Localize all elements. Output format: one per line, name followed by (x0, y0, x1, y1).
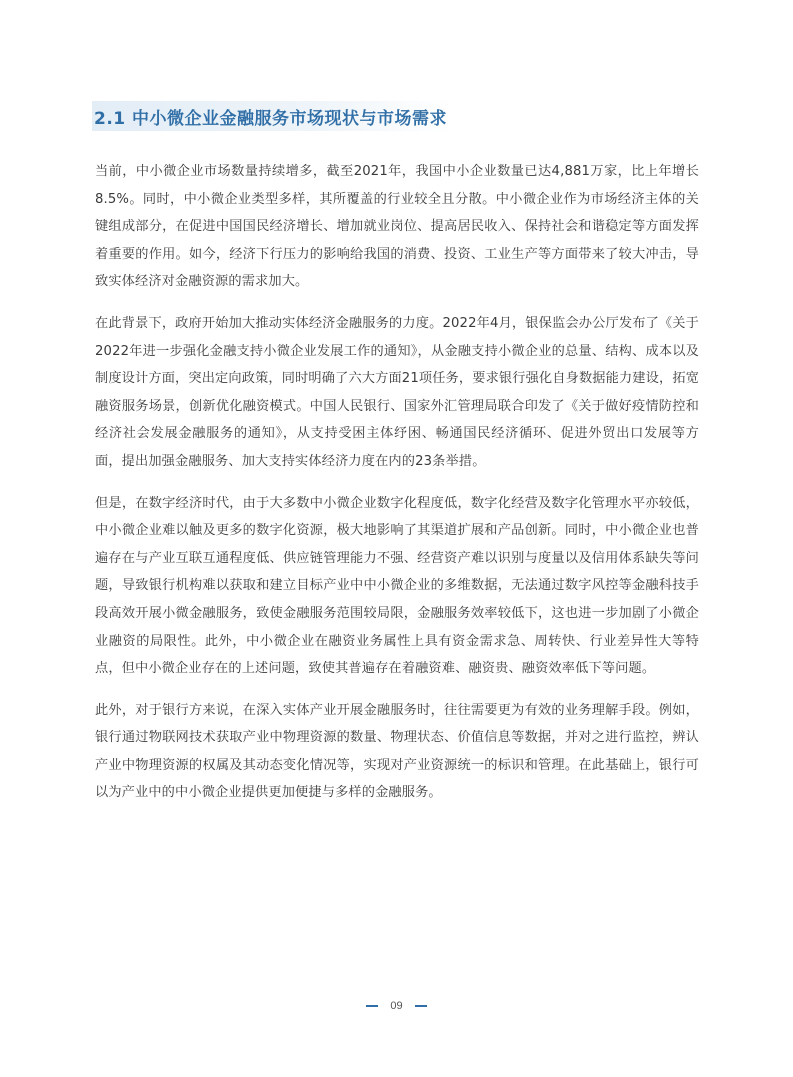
page-number: 09 (390, 1000, 403, 1012)
section-title: 2.1 中小微企业金融服务市场现状与市场需求 (94, 108, 448, 129)
body-text (95, 158, 699, 821)
paragraph-4: 此外，对于银行方来说，在深入实体产业开展金融服务时，往往需要更为有效的业务理解手段。例如，银行通过物联网技术获取产业中物理资源的数量、物理状态、价值信息等数据，并对之进行监控，辨认产业中物理资源的权属及其动态变化情况等，实现对产业资源统一的标识和管理。在此基础上，银行可以为产业中的中小微企业提供更加便捷与多样的金融服务。 (95, 702, 699, 801)
paragraph-2: 在此背景下，政府开始加大推动实体经济金融服务的力度。2022年4月，银保监会办公厅发布了《关于2022年进一步强化金融支持小微企业发展工作的通知》，从金融支持小微企业的总量、结构、成本以及制度设计方面，突出定向政策，同时明确了六大方面21项任务，要求银行强化自身数据能力建设，拓宽融资服务场景，创新优化融资模式。中国人民银行、国家外汇管理局联合印发了《关于做好疫情防控和经济社会发展金融服务的通知》，从支持受困主体纾困、畅通国民经济循环、促进外贸出口发展等方面，提出加强金融服务、加大支持实体经济力度在内的23条举措。 (95, 315, 699, 469)
paragraph-1: 当前，中小微企业市场数量持续增多，截至2021年，我国中小企业数量已达4,881万家，比上年增长8.5%。同时，中小微企业类型多样，其所覆盖的行业较全且分散。中小微企业作为市场经济主体的关键组成部分，在促进中国国民经济增长、增加就业岗位、提高居民收入、保持社会和谐稳定等方面发挥着重要的作用。如今，经济下行压力的影响给我国的消费、投资、工业生产等方面带来了较大冲击，导致实体经济对金融资源的需求加大。 (95, 164, 699, 290)
page-footer (0, 1000, 793, 1012)
paragraph-3: 但是，在数字经济时代，由于大多数中小微企业数字化程度低，数字化经营及数字化管理水平亦较低，中小微企业难以触及更多的数字化资源，极大地影响了其渠道扩展和产品创新。同时，中小微企业也普遍存在与产业互联互通程度低、供应链管理能力不强、经营资产难以识别与度量以及信用体系缺失等问题，导致银行机构难以获取和建立目标产业中中小微企业的多维数据，无法通过数字风控等金融科技手段高效开展小微金融服务，致使金融服务范围较局限，金融服务效率较低下，这也进一步加剧了小微企业融资的局限性。此外，中小微企业在融资业务属性上具有资金需求急、周转快、行业差异性大等特点，但中小微企业存在的上述问题，致使其普遍存在着融资难、融资贵、融资效率低下等问题。 (95, 495, 699, 677)
section-heading (92, 101, 452, 131)
footer-dash-left (366, 1005, 378, 1007)
footer-dash-right (415, 1005, 427, 1007)
